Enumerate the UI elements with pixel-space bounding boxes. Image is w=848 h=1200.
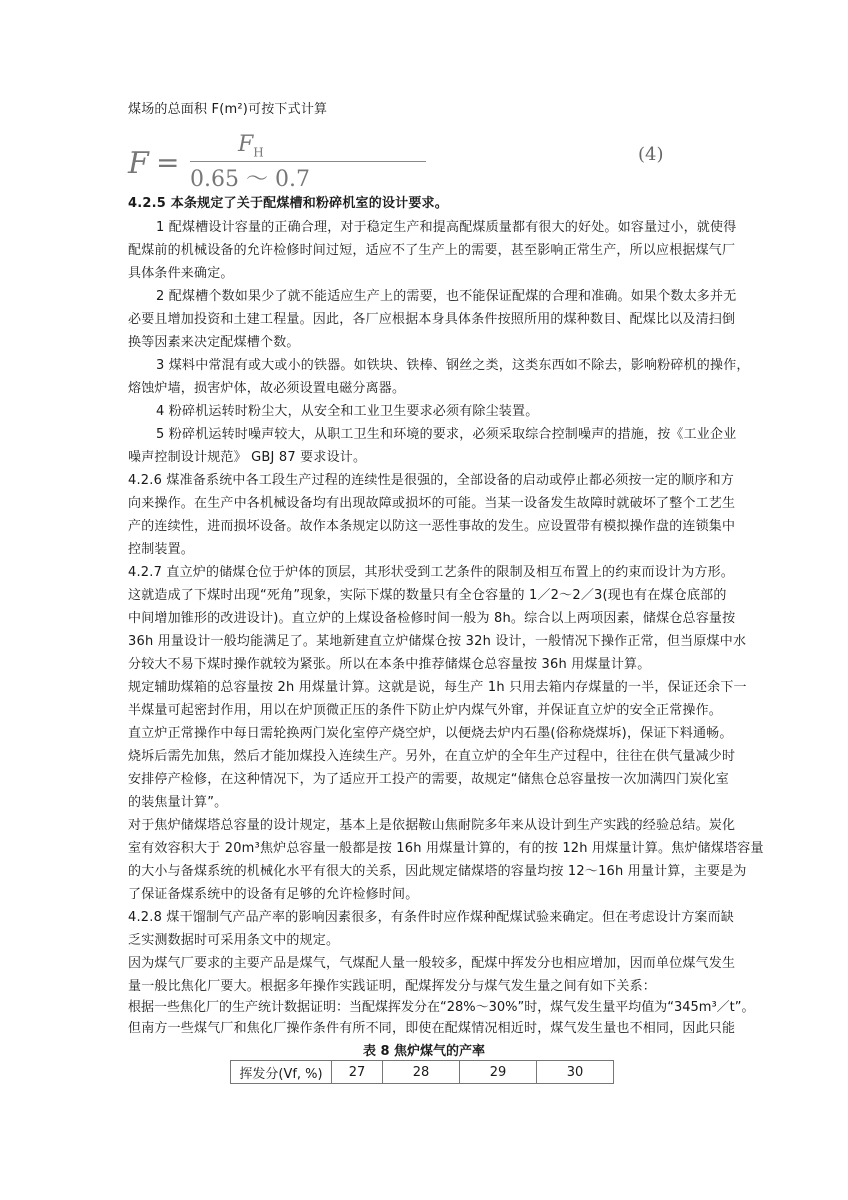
paragraph-line: 4 粉碎机运转时粉尘大，从安全和工业卫生要求必须有除尘装置。	[156, 404, 539, 419]
formula-numerator: $F_H$	[238, 132, 264, 160]
table-cell: 28	[383, 1061, 460, 1084]
paragraph-line: 具体条件来确定。	[128, 266, 234, 281]
paragraph-line: 量一般比焦化厂要大。根据多年操作实践证明，配煤挥发分与煤气发生量之间有如下关系：	[128, 979, 657, 994]
paragraph-line: 分较大不易下煤时操作就较为紧张。所以在本条中推荐储煤仓总容量按 36h 用煤量计算。	[128, 657, 651, 672]
paragraph-line: 噪声控制设计规范》 GBJ 87 要求设计。	[128, 450, 367, 465]
paragraph-line: 因为煤气厂要求的主要产品是煤气，气煤配人量一般较多，配煤中挥发分也相应增加，因而单位煤气发生	[128, 956, 736, 971]
table-row	[231, 1061, 614, 1084]
table-header-cell: 挥发分(Vf, %)	[231, 1061, 332, 1084]
paragraph-line: 2 配煤槽个数如果少了就不能适应生产上的需要，也不能保证配煤的合理和准确。如果个数太多并无	[156, 289, 737, 304]
table-cell: 27	[332, 1061, 383, 1084]
table-8	[230, 1060, 614, 1084]
table-cell: 29	[460, 1061, 537, 1084]
paragraph-line: 换等因素来决定配煤槽个数。	[128, 335, 300, 350]
paragraph-line: 3 煤料中常混有或大或小的铁器。如铁块、铁棒、钢丝之类，这类东西如不除去，影响粉碎机的操作，	[156, 358, 750, 373]
paragraph-line: 了保证备煤系统中的设备有足够的允许检修时间。	[128, 887, 419, 902]
paragraph-line: 1 配煤槽设计容量的正确合理，对于稳定生产和提高配煤质量都有很大的好处。如容量过小，就使得	[156, 220, 737, 235]
paragraph-line: 的大小与备煤系统的机械化水平有很大的关系，因此规定储煤塔的容量均按 12～16h 用量计算，主要是为	[128, 864, 747, 879]
paragraph-line: 对于焦炉储煤塔总容量的设计规定，基本上是依据鞍山焦耐院多年来从设计到生产实践的经验总结。炭化	[128, 818, 736, 833]
paragraph-line: 5 粉碎机运转时噪声较大，从职工卫生和环境的要求，必须采取综合控制噪声的措施，按《工业企业	[156, 427, 737, 442]
paragraph-line: 熔蚀炉墙，损害炉体，故必须设置电磁分离器。	[128, 381, 406, 396]
section-4-2-6: 4.2.6 煤准备系统中各工段生产过程的连续性是很强的，全部设备的启动或停止都必须按一定的顺序和方	[128, 473, 735, 488]
paragraph-line: 但南方一些煤气厂和焦化厂操作条件有所不同，即使在配煤情况相近时，煤气发生量也不相同，因此只能	[128, 1021, 736, 1036]
formula-equals: =	[156, 146, 180, 179]
paragraph-line: 根据一些焦化厂的生产统计数据证明：当配煤挥发分在“28%～30%”时，煤气发生量平均值为“345m³／t”。	[128, 1000, 755, 1015]
paragraph-line: 安排停产检修，在这种情况下，为了适应开工投产的需要，故规定“储焦仓总容量按一次加满四门炭化室	[128, 772, 729, 787]
paragraph-line: 产的连续性，进而损坏设备。故作本条规定以防这一恶性事故的发生。应设置带有模拟操作盘的连锁集中	[128, 519, 736, 534]
paragraph-line: 必要且增加投资和土建工程量。因此，各厂应根据本身具体条件按照所用的煤种数目、配煤比以及清扫倒	[128, 312, 736, 327]
formula-lhs: F	[128, 146, 149, 181]
paragraph-line: 规定辅助煤箱的总容量按 2h 用煤量计算。这就是说，每生产 1h 只用去箱内存煤量的一半，保证还余下一	[128, 680, 747, 695]
paragraph-line: 乏实测数据时可采用条文中的规定。	[128, 933, 340, 948]
formula-intro: 煤场的总面积 F(m²)可按下式计算	[128, 102, 328, 117]
paragraph-line: 室有效容积大于 20m³焦炉总容量一般都是按 16h 用煤量计算的，有的按 12h 用煤量计算。焦炉储煤塔容量	[128, 841, 764, 856]
paragraph-line: 烧坼后需先加焦，然后才能加煤投入连续生产。另外，在直立炉的全年生产过程中，往往在供气量减少时	[128, 749, 736, 764]
paragraph-line: 配煤前的机械设备的允许检修时间过短，适应不了生产上的需要，甚至影响正常生产，所以应根据煤气厂	[128, 243, 736, 258]
table-8-caption: 表 8 焦炉煤气的产率	[362, 1044, 486, 1059]
paragraph-line: 半煤量可起密封作用，用以在炉顶微正压的条件下防止炉内煤气外窜，并保证直立炉的安全正常操作。	[128, 703, 723, 718]
paragraph-line: 中间增加锥形的改进设计)。直立炉的上煤设备检修时间一般为 8h。综合以上两项因素，储煤仓总容量按	[128, 611, 736, 626]
paragraph-line: 36h 用量设计一般均能满足了。某地新建直立炉储煤仓按 32h 设计，一般情况下操作正常，但当原煤中水	[128, 634, 747, 649]
paragraph-line: 向来操作。在生产中各机械设备均有出现故障或损坏的可能。当某一设备发生故障时就破坏了整个工艺生	[128, 496, 736, 511]
section-4-2-8: 4.2.8 煤干馏制气产品产率的影响因素很多，有条件时应作煤种配煤试验来确定。但在考虑设计方案而缺	[128, 910, 735, 925]
formula-number: (4)	[638, 144, 664, 165]
section-4-2-5: 4.2.5 本条规定了关于配煤槽和粉碎机室的设计要求。	[128, 196, 448, 211]
section-4-2-7: 4.2.7 直立炉的储煤仓位于炉体的顶层，其形状受到工艺条件的限制及相互布置上的约束而设计为方形。	[128, 565, 735, 580]
paragraph-line: 控制装置。	[128, 542, 195, 557]
formula-denominator: 0.65 ～ 0.7	[190, 167, 310, 192]
paragraph-line: 直立炉正常操作中每日需轮换两门炭化室停产烧空炉，以便烧去炉内石墨(俗称烧煤坼)，保证下料通畅。	[128, 726, 733, 741]
formula-4	[128, 132, 664, 192]
paragraph-line: 这就造成了下煤时出现“死角”现象，实际下煤的数量只有全仓容量的 1／2～2／3(现也有在煤仓底部的	[128, 588, 727, 603]
paragraph-line: 的装焦量计算”。	[128, 795, 228, 810]
table-cell: 30	[537, 1061, 614, 1084]
